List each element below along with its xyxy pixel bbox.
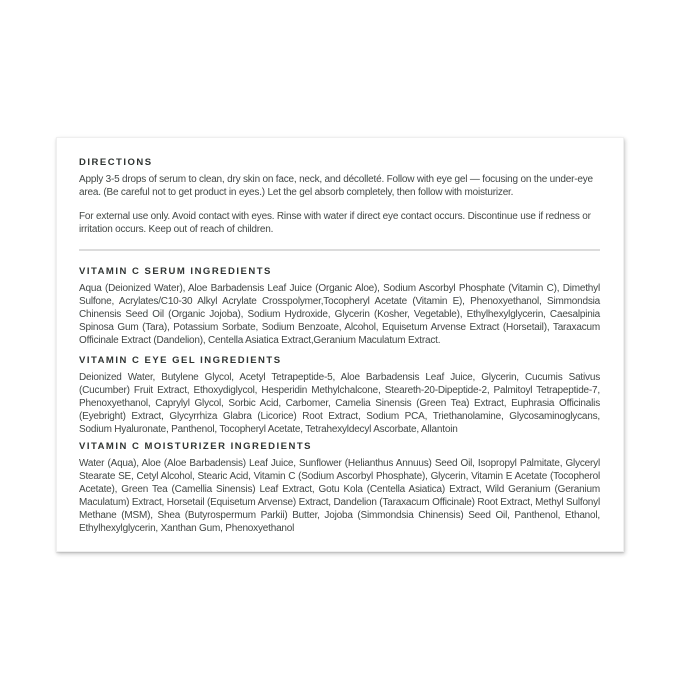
directions-usage-paragraph: Apply 3-5 drops of serum to clean, dry skin on face, neck, and décolleté. Follow with eye gel — focusing on the under-eye area. (Be careful not to get product in eyes.) Let the gel absorb completely, then follow with moisturizer.	[79, 174, 593, 198]
serum-ingredients-list: Aqua (Deionized Water), Aloe Barbadensis Leaf Juice (Organic Aloe), Sodium Ascorbyl Phosphate (Vitamin C), Dimethyl Sulfone, Acrylates/C10-30 Alkyl Acrylate Crosspolymer,Tocopheryl Acetate (Vitamin E), Phenoxyethanol, Simmondsia Chinensis Seed Oil (Organic Jojoba), Sodium Hydroxide, Glycerin (Kosher, Vegetable), Ethylhexylglycerin, Caesalpinia Spinosa Gum (Tara), Potassium Sorbate, Sodium Benzoate, Alcohol, Equisetum Arvense Extract (Horsetail), Taraxacum Officinale Extract (Dandelion), Centella Asiatica Extract,Geranium Maculatum Extract.	[79, 283, 600, 346]
moisturizer-ingredients-section	[79, 441, 600, 535]
directions-heading: DIRECTIONS	[79, 157, 153, 168]
eye-gel-ingredients-heading: VITAMIN C EYE GEL INGREDIENTS	[79, 355, 282, 366]
moisturizer-ingredients-heading: VITAMIN C MOISTURIZER INGREDIENTS	[79, 441, 312, 452]
eye-gel-ingredients-list: Deionized Water, Butylene Glycol, Acetyl Tetrapeptide-5, Aloe Barbadensis Leaf Juice, Glycerin, Cucumis Sativus (Cucumber) Fruit Extract, Ethoxydiglycol, Hesperidin Methylchalcone, Steareth-20-Dipeptide-2, Palmitoyl Tetrapeptide-7, Phenoxyethanol, Caprylyl Glycol, Sorbic Acid, Carbomer, Camelia Sinensis (Green Tea) Extract, Euphrasia Officinalis (Eyebright) Extract, Glycyrrhiza Glabra (Licorice) Root Extract, Sodium PCA, Triethanolamine, Glycosaminoglycans, Sodium Hyaluronate, Panthenol, Tocopheryl Acetate, Tetrahexyldecyl Ascorbate, Allantoin	[79, 372, 600, 435]
serum-ingredients-section	[79, 266, 600, 347]
product-label-card	[56, 137, 624, 552]
section-divider	[79, 249, 600, 251]
directions-section	[79, 157, 600, 236]
serum-ingredients-heading: VITAMIN C SERUM INGREDIENTS	[79, 266, 272, 277]
directions-warning-paragraph: For external use only. Avoid contact with eyes. Rinse with water if direct eye contact occurs. Discontinue use if redness or irritation occurs. Keep out of reach of children.	[79, 211, 591, 235]
moisturizer-ingredients-list: Water (Aqua), Aloe (Aloe Barbadensis) Leaf Juice, Sunflower (Helianthus Annuus) Seed Oil, Isopropyl Palmitate, Glyceryl Stearate SE, Cetyl Alcohol, Stearic Acid, Vitamin C (Sodium Ascorbyl Phosphate), Glycerin, Vitamin E Acetate (Tocopherol Acetate), Green Tea (Camellia Sinensis) Leaf Extract, Gotu Kola (Centella Asiatica) Extract, Wild Geranium (Geranium Maculatum) Extract, Horsetail (Equisetum Arvense) Extract, Dandelion (Taraxacum Officinale) Root Extract, Methyl Sulfonyl Methane (MSM), Shea (Butyrospermum Parkii) Butter, Jojoba (Simmondsia Chinensis) Seed Oil, Panthenol, Ethanol, Ethylhexylglycerin, Xanthan Gum, Phenoxyethanol	[79, 458, 600, 534]
eye-gel-ingredients-section	[79, 355, 600, 436]
